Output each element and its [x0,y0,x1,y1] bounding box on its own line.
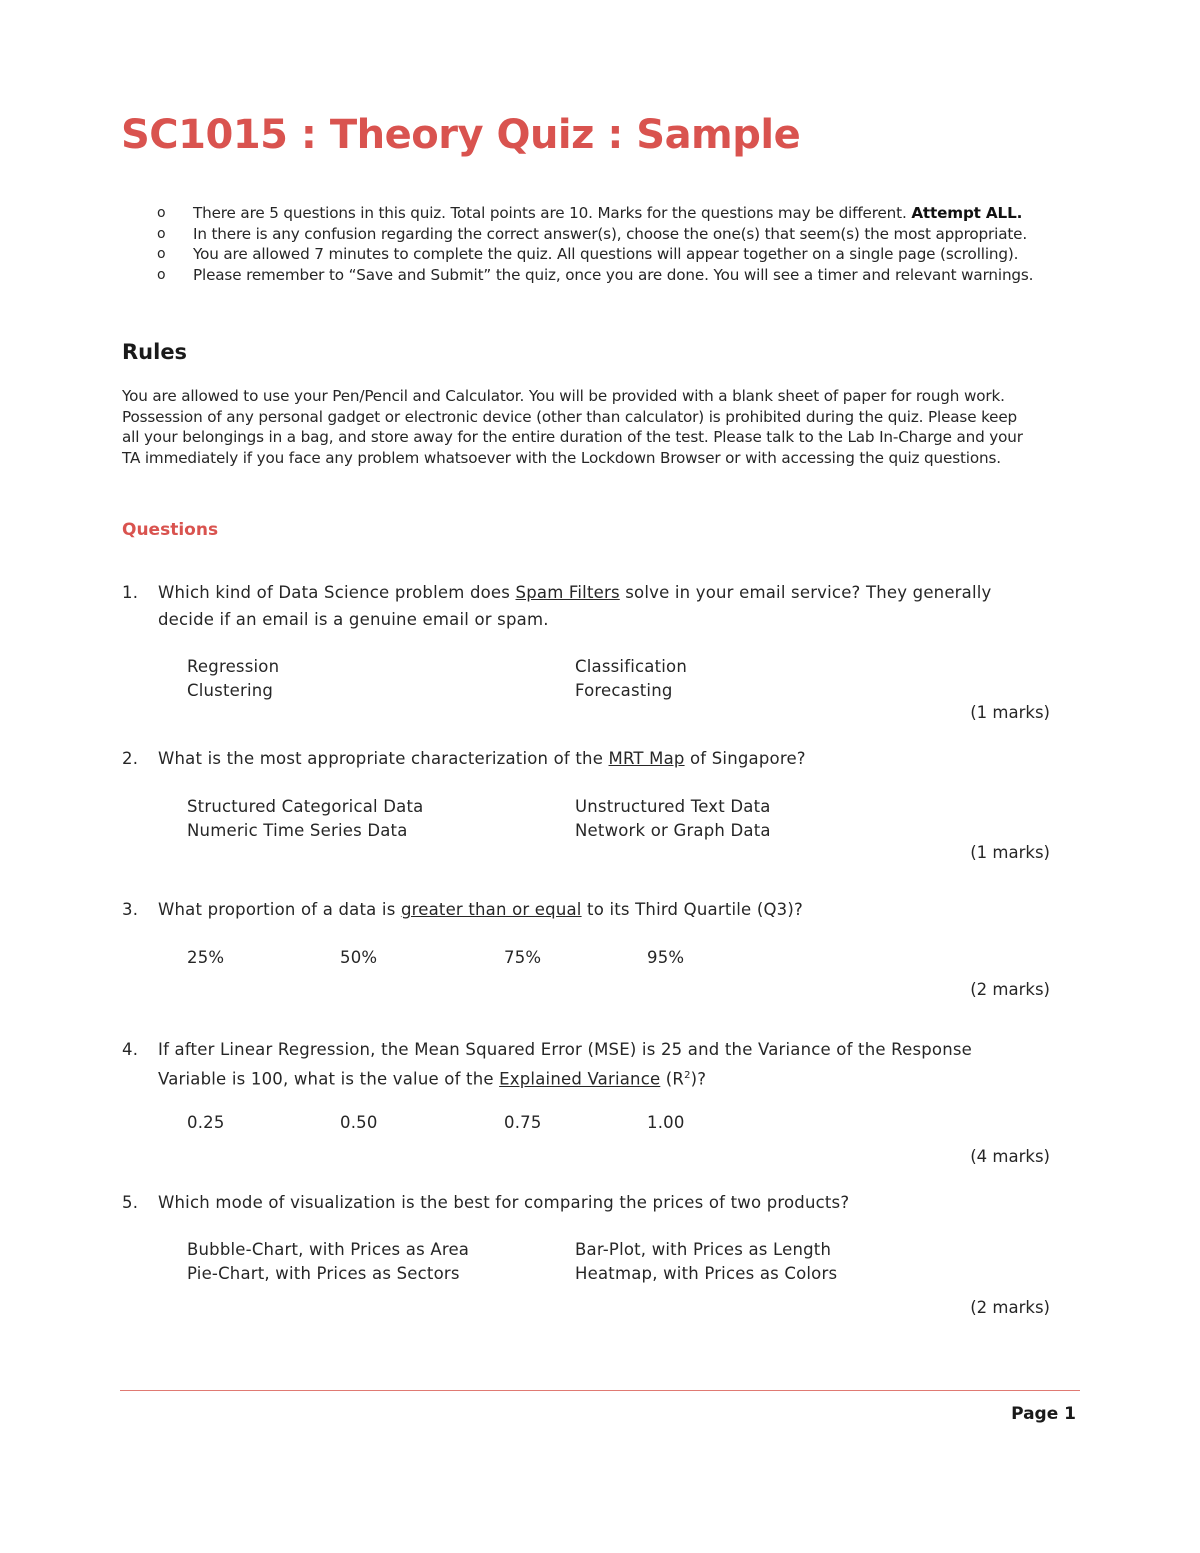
question-1 [122,580,1082,722]
question-text-part: of Singapore? [684,749,806,768]
rules-line: Possession of any personal gadget or electronic device (other than calculator) is prohibited during the quiz. Please keep [122,407,1018,426]
question-marks: (1 marks) [970,843,1050,862]
superscript: 2 [684,1070,691,1081]
answer-option[interactable]: 0.50 [340,1113,378,1132]
bullet-mark: o [157,246,166,262]
instruction-item [157,265,1033,286]
answer-option[interactable]: Network or Graph Data [575,821,771,840]
answer-option[interactable]: 25% [187,948,225,967]
instructions-list [157,203,1033,285]
bullet-mark: o [157,205,166,221]
question-text: If after Linear Regression, the Mean Squared Error (MSE) is 25 and the Variance of the Response [158,1040,973,1059]
question-line [122,1037,1082,1063]
document-title: SC1015 : Theory Quiz : Sample [121,112,801,158]
question-text-part: )? [690,1069,707,1089]
question-line [122,1063,1082,1089]
answer-option[interactable]: Numeric Time Series Data [187,821,408,840]
rules-paragraph [122,386,1082,468]
question-marks: (1 marks) [970,703,1050,722]
answer-option[interactable]: Clustering [187,681,274,700]
question-text [158,580,992,606]
question-text [158,746,806,772]
question-marks: (2 marks) [970,980,1050,999]
question-4 [122,1037,1082,1166]
instruction-text: In there is any confusion regarding the correct answer(s), choose the one(s) that seem(s) the most appropriate. [193,224,1028,243]
answer-option[interactable]: 0.25 [187,1113,225,1132]
question-text-part: solve in your email service? They generally [619,583,992,602]
instruction-text: There are 5 questions in this quiz. Total points are 10. Marks for the questions may be different. [193,204,912,222]
instruction-item [157,224,1033,245]
question-text-part: to its Third Quartile (Q3)? [581,900,803,919]
footer-divider [120,1390,1080,1391]
question-text-part: Variable is 100, what is the value of the [158,1069,500,1089]
answer-option[interactable]: Unstructured Text Data [575,797,771,816]
answer-option[interactable]: 75% [504,948,542,967]
answer-option[interactable]: Bar-Plot, with Prices as Length [575,1240,832,1259]
question-number: 3. [122,900,139,919]
question-text [158,1063,706,1093]
answer-option[interactable]: Structured Categorical Data [187,797,424,816]
rules-heading: Rules [122,340,188,364]
question-marks: (4 marks) [970,1147,1050,1166]
answer-option[interactable]: 95% [647,948,685,967]
answer-option[interactable]: Heatmap, with Prices as Colors [575,1264,838,1283]
question-line [122,607,1082,633]
question-marks: (2 marks) [970,1298,1050,1317]
question-line [122,746,1082,772]
rules-line: TA immediately if you face any problem whatsoever with the Lockdown Browser or with accessing the quiz questions. [122,448,1001,467]
answer-option[interactable]: Forecasting [575,681,673,700]
instruction-text: You are allowed 7 minutes to complete the quiz. All questions will appear together on a single page (scrolling). [193,245,1019,263]
question-number: 2. [122,749,139,768]
answer-option[interactable]: Regression [187,657,280,676]
question-emphasis: Explained Variance [499,1069,661,1089]
question-number: 5. [122,1193,139,1212]
question-number: 4. [122,1040,139,1059]
question-3 [122,897,1082,999]
question-line [122,897,1082,923]
page-number: Page 1 [1011,1404,1076,1424]
questions-heading: Questions [122,520,219,540]
answer-option[interactable]: Pie-Chart, with Prices as Sectors [187,1264,460,1283]
question-text-part: Which kind of Data Science problem does [158,583,516,602]
question-text [158,897,803,923]
question-text-part: What proportion of a data is [158,900,401,919]
question-emphasis: Spam Filters [515,583,620,602]
answer-option[interactable]: 0.75 [504,1113,542,1132]
answer-option[interactable]: 1.00 [647,1113,685,1132]
question-emphasis: MRT Map [608,749,685,768]
question-number: 1. [122,583,139,602]
question-text-part: (R [660,1069,685,1089]
question-line [122,580,1082,606]
question-emphasis: greater than or equal [400,900,582,919]
answer-option[interactable]: Classification [575,657,687,676]
bullet-mark: o [157,225,166,242]
instruction-bold-text: Attempt ALL. [911,204,1023,222]
instruction-item [157,244,1033,265]
instruction-text: Please remember to “Save and Submit” the quiz, once you are done. You will see a timer and relevant warnings. [193,265,1034,284]
question-text: decide if an email is a genuine email or spam. [158,610,549,629]
bullet-mark: o [157,266,166,283]
rules-line: all your belongings in a bag, and store away for the entire duration of the test. Please talk to the Lab In-Charge and your [122,428,1023,446]
question-5 [122,1190,1082,1317]
answer-option[interactable]: 50% [340,948,378,967]
instruction-item [157,203,1033,224]
question-2 [122,746,1082,862]
question-line [122,1190,1082,1216]
question-text: Which mode of visualization is the best for comparing the prices of two products? [158,1193,850,1212]
answer-option[interactable]: Bubble-Chart, with Prices as Area [187,1240,470,1259]
question-text-part: What is the most appropriate characterization of the [158,749,609,768]
rules-line: You are allowed to use your Pen/Pencil and Calculator. You will be provided with a blank sheet of paper for rough work. [122,387,1005,405]
